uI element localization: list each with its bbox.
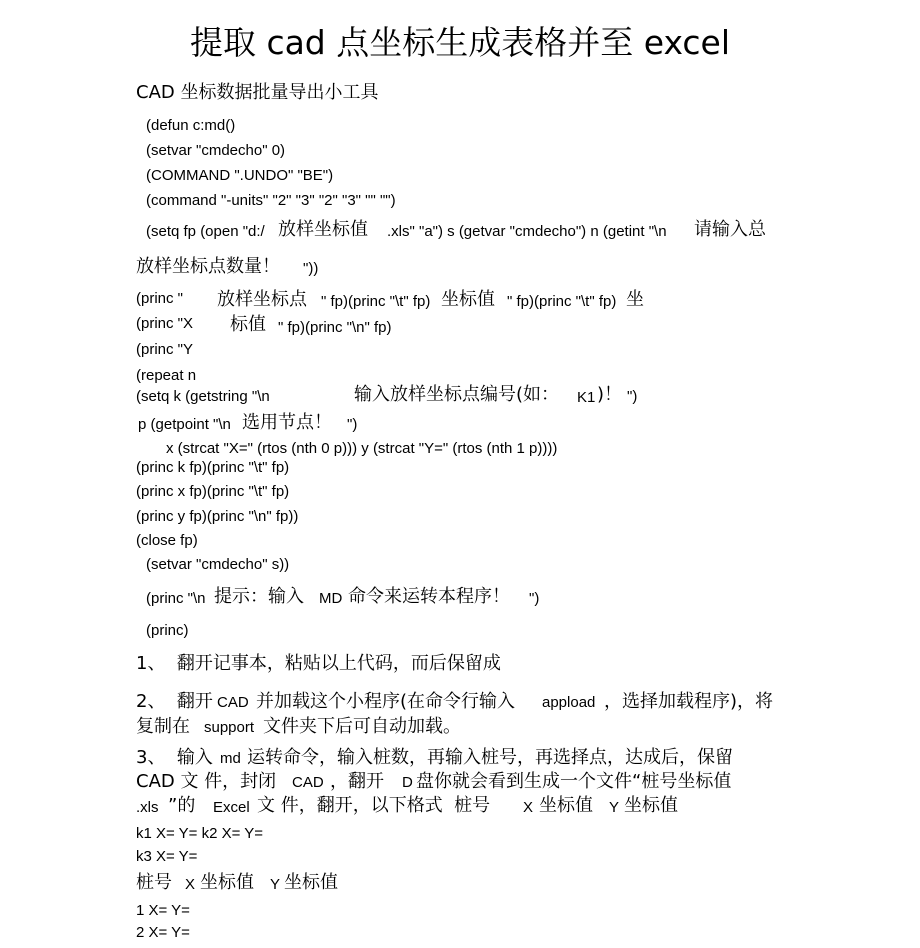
example-header-y-label: 坐标值 [284, 872, 338, 893]
step-2-line2-a: 复制在 [136, 716, 190, 737]
step-3-line2-a: CAD 文 件，封闭 [136, 771, 277, 792]
step-3-line2-cad: CAD [292, 774, 324, 791]
example-row-1: 1 X= Y= [136, 902, 190, 919]
code-line-princ-header: (princ " [136, 290, 183, 307]
step-3-line2-c: 盘你就会看到生成一个文件“桩号坐标值 [416, 771, 732, 792]
code-line-princ-hint-end: ") [529, 590, 540, 607]
code-line-princ-y-fp: (princ y fp)(princ "\n" fp)) [136, 508, 299, 525]
step-3-line3-d: 坐标值 [624, 795, 678, 816]
code-line-princ-header-mid2: " fp)(princ "\t" fp) [507, 293, 617, 310]
code-line-princ-header-mid: " fp)(princ "\t" fp) [321, 293, 431, 310]
code-line-setq-fp-cn: 放样坐标值 [278, 219, 368, 240]
code-line-princ-x: (princ "X [136, 315, 194, 332]
example-line-1: k1 X= Y= k2 X= Y= [136, 825, 264, 842]
code-line-princ-x-cn: 标值 [230, 314, 266, 335]
step-3-line2-b: ，翻开 [330, 771, 384, 792]
document-subtitle: CAD 坐标数据批量导出小工具 [136, 82, 379, 103]
code-line-getstring-end: ") [627, 388, 638, 405]
example-line-2: k3 X= Y= [136, 848, 198, 865]
step-2-line1-c: ，选择加载程序)，将 [604, 691, 774, 712]
code-line-princ-x-fp: (princ x fp)(princ "\t" fp) [136, 483, 290, 500]
code-line-princ-header-cn2: 坐标值 [441, 289, 495, 310]
step-2-line1-b: 并加载这个小程序(在命令行输入 [256, 691, 516, 712]
code-line-princ-header-cn3: 坐 [626, 289, 644, 310]
code-line-princ-header-cn: 放样坐标点 [217, 289, 307, 310]
step-3-line3-excel: Excel [213, 799, 250, 816]
code-line-command-units: (command "-units" "2" "3" "2" "3" "" "") [146, 192, 396, 209]
example-header-zhuanghao: 桩号 [136, 872, 172, 893]
code-line-setq-fp: (setq fp (open "d:/ [146, 223, 265, 240]
code-line-setq-fp-cn2: 请输入总 [694, 219, 766, 240]
step-3-line3-c: 坐标值 [539, 795, 593, 816]
code-line-princ-end: (princ) [146, 622, 189, 639]
example-row-2: 2 X= Y= [136, 924, 190, 941]
code-line-count-prompt: 放样坐标点数量！ [136, 256, 280, 277]
code-line-princ-hint-md: MD [319, 590, 343, 607]
step-2-line1-a: 2、 翻开 [136, 691, 213, 712]
code-line-repeat: (repeat n [136, 367, 197, 384]
step-3-line1-a: 3、 输入 [136, 747, 213, 768]
step-2-line1-appload: appload [542, 694, 596, 711]
code-line-getpoint-cn: 选用节点！ [242, 412, 332, 433]
code-line-command-undo: (COMMAND ".UNDO" "BE") [146, 167, 334, 184]
code-line-strcat: x (strcat "X=" (rtos (nth 0 p))) y (strcat "Y=" (rtos (nth 1 p)))) [166, 440, 558, 457]
code-line-princ-x-rest: " fp)(princ "\n" fp) [278, 319, 392, 336]
code-line-close: (close fp) [136, 532, 198, 549]
step-3-line3-b: 文 件，翻开，以下格式 桩号 [257, 795, 491, 816]
code-line-princ-hint: (princ "\n [146, 590, 206, 607]
example-header-x: X [185, 876, 196, 893]
document-title: 提取 cad 点坐标生成表格并至 excel [189, 23, 731, 62]
step-3-line3-x: X [523, 799, 534, 816]
step-3-line3-y: Y [609, 799, 620, 816]
example-header-y: Y [270, 876, 281, 893]
code-line-princ-y: (princ "Y [136, 341, 194, 358]
step-3-line1-md: md [220, 750, 241, 767]
step-3-line3-a: ”的 [168, 795, 196, 816]
code-line-getpoint: p (getpoint "\n [138, 416, 231, 433]
code-line-princ-hint-cn: 提示：输入 [214, 586, 304, 607]
step-2-line1-cad: CAD [217, 694, 249, 711]
step-2-line2-support: support [204, 719, 255, 736]
example-header-x-label: 坐标值 [200, 872, 254, 893]
code-line-getstring-k1: K1 [577, 389, 596, 406]
step-3-line3-xls: .xls [136, 799, 159, 816]
code-line-defun: (defun c:md() [146, 117, 236, 134]
code-line-setq-fp-rest: .xls" "a") s (getvar "cmdecho") n (getint "\n [387, 223, 667, 240]
code-line-count-end: ")) [303, 260, 319, 277]
code-line-setvar-restore: (setvar "cmdecho" s)) [146, 556, 290, 573]
code-line-getstring-cn: 输入放样坐标点编号(如： [354, 384, 560, 405]
step-1: 1、 翻开记事本，粘贴以上代码，而后保留成 [136, 653, 501, 674]
step-3-line2-d: D [402, 774, 413, 791]
code-line-princ-k: (princ k fp)(princ "\t" fp) [136, 459, 290, 476]
step-2-line2-b: 文件夹下后可自动加载。 [263, 716, 461, 737]
code-line-princ-hint-cn2: 命令来运转本程序！ [348, 586, 510, 607]
code-line-getstring: (setq k (getstring "\n [136, 388, 270, 405]
code-line-getpoint-end: ") [347, 416, 358, 433]
step-3-line1-b: 运转命令，输入桩数，再输入桩号，再选择点，达成后，保留 [247, 747, 733, 768]
code-line-getstring-cn2: )！ [597, 384, 623, 405]
code-line-setvar: (setvar "cmdecho" 0) [146, 142, 286, 159]
